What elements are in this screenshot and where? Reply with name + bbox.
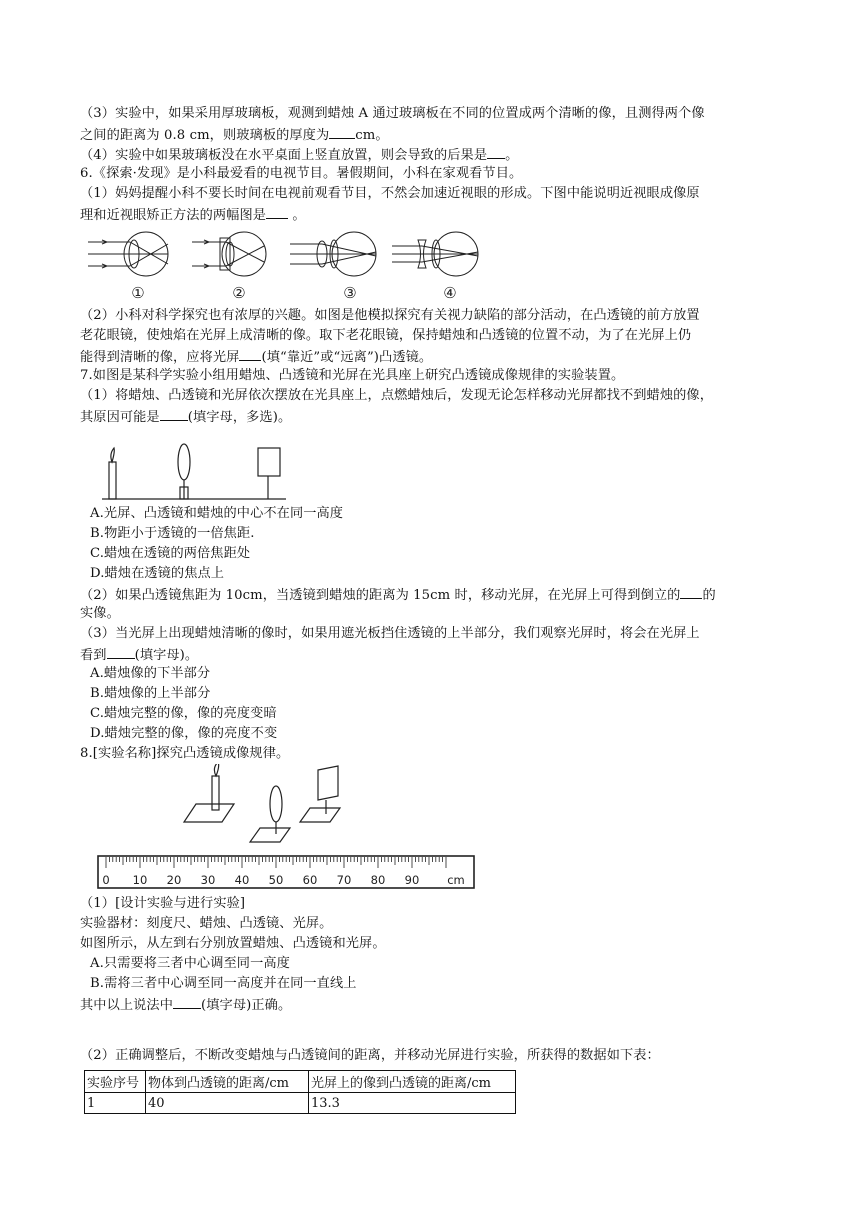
q8-option-b: B.需将三者中心调至同一高度并在同一直线上 — [90, 976, 357, 991]
q7-part2-line2: 实像。 — [80, 606, 120, 621]
q5-part3-line1: （3）实验中，如果采用厚玻璃板，观测到蜡烛 A 通过玻璃板在不同的位置成两个清晰的像，且测得两个像 — [80, 106, 705, 121]
q7-option-a: A.光屏、凸透镜和蜡烛的中心不在同一高度 — [90, 506, 344, 521]
q7-p3-option-c: C.蜡烛完整的像，像的亮度变暗 — [90, 706, 277, 721]
figure-label-1: ① — [131, 284, 145, 302]
q7-part2-line1: （2）如果凸透镜焦距为 10cm，当透镜到蜡烛的距离为 15cm 时，移动光屏，在光屏上可得到倒立的 的 — [80, 584, 716, 606]
light-screen — [258, 448, 280, 476]
answer-blank[interactable] — [160, 406, 188, 421]
light-screen — [318, 766, 338, 800]
q8-part2: （2）正确调整后，不断改变蜡烛与凸透镜间的距离，并移动光屏进行实验，所获得的数据如下表： — [80, 1048, 660, 1063]
ruler-label: 70 — [336, 873, 352, 887]
q7-option-b: B.物距小于透镜的一倍焦距. — [90, 526, 255, 541]
q7-title: 7.如图是某科学实验小组用蜡烛、凸透镜和光屏在光具座上研究凸透镜成像规律的实验装置。 — [80, 368, 625, 383]
ruler-label: 60 — [302, 873, 318, 887]
table-header: 实验序号 — [85, 1071, 146, 1093]
candle-flame — [111, 448, 114, 462]
q7-part1-line1: （1）将蜡烛、凸透镜和光屏依次摆放在光具座上，点燃蜡烛后，发现无论怎样移动光屏都找不到蜡烛的像， — [80, 388, 713, 403]
q6-title: 6.《探索·发现》是小科最爱看的电视节目。暑假期间，小科在家观看节目。 — [80, 166, 523, 181]
table-header: 物体到凸透镜的距离/cm — [146, 1071, 309, 1093]
q8-part1-title: （1）[设计实验与进行实验] — [80, 896, 246, 911]
figure-label-3: ③ — [343, 284, 357, 302]
ruler-label: 80 — [370, 873, 386, 887]
optical-bench-figure — [100, 440, 290, 502]
ruler-unit-label: cm — [447, 873, 465, 887]
table-row — [85, 1093, 516, 1114]
q6-part2-line2: 老花眼镜，使烛焰在光屏上成清晰的像。取下老花眼镜，保持蜡烛和凸透镜的位置不动，为了在光屏上仍 — [80, 328, 692, 343]
table-header-row — [85, 1071, 516, 1093]
ruler-label: 0 — [102, 873, 110, 887]
ruler-label: 20 — [166, 873, 182, 887]
ruler-label: 10 — [132, 873, 148, 887]
figure-label-4: ④ — [443, 284, 457, 302]
eye-diagram-4 — [392, 232, 478, 276]
q7-part3-line1: （3）当光屏上出现蜡烛清晰的像时，如果用遮光板挡住透镜的上半部分，我们观察光屏时，将会在光屏上 — [80, 626, 700, 641]
q6-part1-line1: （1）妈妈提醒小科不要长时间在电视前观看节目，不然会加速近视眼的形成。下图中能说明近视眼成像原 — [80, 186, 700, 201]
table-cell: 1 — [85, 1093, 146, 1114]
table-cell: 13.3 — [309, 1093, 516, 1114]
q7-p3-option-b: B.蜡烛像的上半部分 — [90, 686, 211, 701]
candle — [212, 776, 219, 810]
answer-blank[interactable] — [107, 644, 135, 659]
ruler-label: 40 — [234, 873, 250, 887]
convex-lens — [178, 444, 190, 480]
answer-blank[interactable] — [680, 584, 702, 599]
eye-diagram-1 — [88, 232, 168, 276]
ruler-label: 90 — [404, 873, 420, 887]
candle-flame — [214, 764, 218, 776]
q7-p3-option-a: A.蜡烛像的下半部分 — [90, 666, 211, 681]
q5-part4: （4）实验中如果玻璃板没在水平桌面上竖直放置，则会导致的后果是 。 — [80, 144, 518, 166]
q6-part2-line3: 能得到清晰的像，应将光屏 (填“靠近”或“远离”)凸透镜。 — [80, 346, 432, 368]
q8-title: 8.[实验名称]探究凸透镜成像规律。 — [80, 746, 290, 761]
ruler-label: 50 — [268, 873, 284, 887]
answer-blank[interactable] — [173, 994, 201, 1009]
lens-ruler-figure — [96, 764, 478, 892]
candle — [109, 462, 116, 499]
eye-diagrams-figure — [84, 226, 504, 304]
figure-label-2: ② — [232, 284, 246, 302]
experiment-data-table — [84, 1070, 516, 1114]
table-cell: 40 — [146, 1093, 309, 1114]
answer-blank[interactable] — [239, 346, 261, 361]
q8-setup: 如图所示，从左到右分别放置蜡烛、凸透镜和光屏。 — [80, 936, 386, 951]
q5-part3-line2: 之间的距离为 0.8 cm，则玻璃板的厚度为 cm。 — [80, 124, 389, 146]
q8-equipment: 实验器材：刻度尺、蜡烛、凸透镜、光屏。 — [80, 916, 333, 931]
q7-part1-line2: 其原因可能是 (填字母，多选)。 — [80, 406, 291, 428]
eye-diagram-3 — [290, 232, 376, 276]
answer-blank[interactable] — [487, 144, 505, 159]
answer-blank[interactable] — [266, 204, 288, 219]
table-header: 光屏上的像到凸透镜的距离/cm — [309, 1071, 516, 1093]
eye-diagram-2 — [192, 232, 266, 276]
ruler-label: 30 — [200, 873, 216, 887]
convex-lens — [270, 786, 282, 822]
q8-option-a: A.只需要将三者中心调至同一高度 — [90, 956, 290, 971]
q7-option-c: C.蜡烛在透镜的两倍焦距处 — [90, 546, 251, 561]
q8-part1-end: 其中以上说法中 (填字母)正确。 — [80, 994, 291, 1016]
q6-part1-line2: 理和近视眼矫正方法的两幅图是 。 — [80, 204, 306, 226]
q7-option-d: D.蜡烛在透镜的焦点上 — [90, 566, 225, 581]
q7-part3-line2: 看到 (填字母)。 — [80, 644, 198, 666]
q6-part2-line1: （2）小科对科学探究也有浓厚的兴趣。如图是他模拟探究有关视力缺陷的部分活动，在凸透镜的前方放置 — [80, 308, 700, 323]
q7-p3-option-d: D.蜡烛完整的像，像的亮度不变 — [90, 726, 278, 741]
answer-blank[interactable] — [329, 124, 355, 139]
